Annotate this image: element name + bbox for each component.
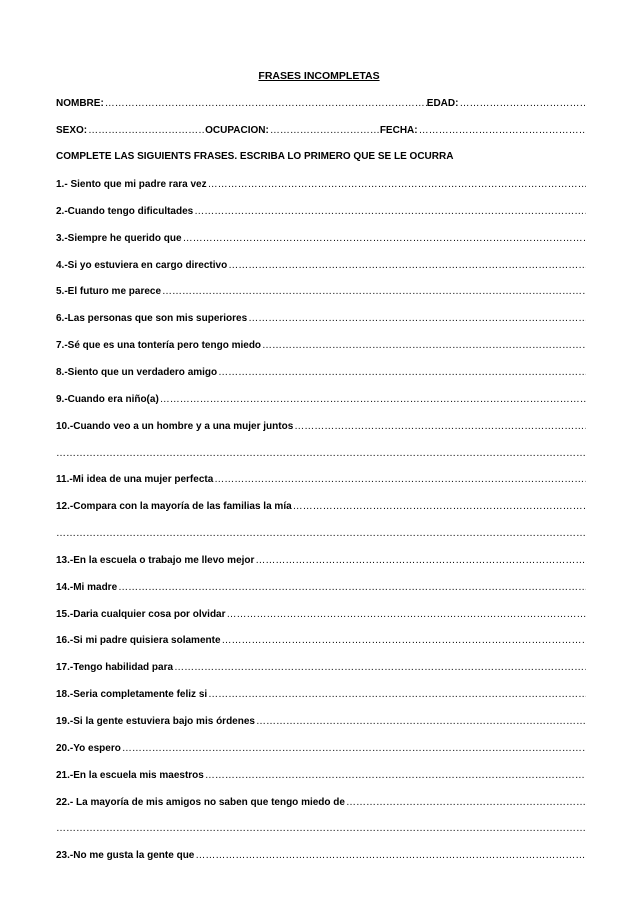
sentence-line [56, 420, 586, 434]
answer-field[interactable] [160, 393, 586, 407]
sentence-line [56, 339, 586, 353]
answer-field[interactable] [208, 178, 586, 192]
edad-field[interactable] [459, 97, 586, 111]
answer-field[interactable] [227, 608, 586, 622]
sentence-line [56, 769, 586, 783]
answer-field[interactable] [255, 554, 586, 568]
edad-label: EDAD: [426, 98, 459, 109]
sentence-prompt: 6.-Las personas que son mis superiores [56, 313, 248, 324]
answer-field[interactable] [293, 500, 586, 514]
sentence-line [56, 796, 586, 810]
answer-field[interactable] [56, 527, 586, 541]
page-title: FRASES INCOMPLETAS [258, 70, 380, 82]
sentence-prompt: 14.-Mi madre [56, 582, 118, 593]
sentence-prompt: 4.-Si yo estuviera en cargo directivo [56, 260, 228, 271]
answer-field[interactable] [162, 285, 586, 299]
continuation-line [56, 447, 586, 461]
sentence-prompt: 16.-Si mi padre quisiera solamente [56, 635, 221, 646]
nombre-field[interactable] [105, 97, 427, 111]
sentence-line [56, 554, 586, 568]
answer-field[interactable] [228, 259, 586, 273]
sentence-prompt: 19.-Si la gente estuviera bajo mis órdenes [56, 716, 255, 727]
sexo-field[interactable] [88, 124, 205, 138]
sentence-line [56, 688, 586, 702]
continuation-line [56, 527, 586, 541]
answer-field[interactable] [256, 715, 586, 729]
answer-field[interactable] [56, 822, 586, 836]
nombre-edad-line [56, 97, 586, 111]
sentence-line [56, 205, 586, 219]
answer-field[interactable] [183, 232, 586, 246]
instruction-text: COMPLETE LAS SIGUIENTS FRASES. ESCRIBA LO PRIMERO QUE SE LE OCURRA [56, 151, 454, 162]
answer-field[interactable] [56, 447, 586, 461]
sentence-line [56, 178, 586, 192]
sentence-line [56, 715, 586, 729]
sentence-line [56, 581, 586, 595]
sentence-prompt: 13.-En la escuela o trabajo me llevo mejor [56, 555, 255, 566]
sentence-prompt: 5.-El futuro me parece [56, 286, 162, 297]
sentence-prompt: 7.-Sé que es una tontería pero tengo miedo [56, 340, 262, 351]
sentence-line [56, 259, 586, 273]
sentence-prompt: 18.-Seria completamente feliz si [56, 689, 208, 700]
answer-field[interactable] [174, 661, 586, 675]
ocupacion-field[interactable] [270, 124, 380, 138]
sentence-prompt: 22.- La mayoría de mis amigos no saben que tengo miedo de [56, 797, 345, 808]
sentence-line [56, 849, 586, 863]
answer-field[interactable] [248, 312, 586, 326]
sentence-line [56, 393, 586, 407]
sentence-line [56, 366, 586, 380]
fecha-field[interactable] [419, 124, 586, 138]
sentence-line [56, 312, 586, 326]
answer-field[interactable] [218, 366, 586, 380]
answer-field[interactable] [346, 796, 586, 810]
answer-field[interactable] [195, 849, 586, 863]
ocupacion-label: OCUPACION: [205, 125, 269, 136]
answer-field[interactable] [122, 742, 586, 756]
sexo-label: SEXO: [56, 125, 88, 136]
answer-field[interactable] [262, 339, 586, 353]
sentence-prompt: 11.-Mi idea de una mujer perfecta [56, 474, 214, 485]
sexo-ocupacion-fecha-line [56, 124, 586, 138]
answer-field[interactable] [118, 581, 586, 595]
sentence-line [56, 473, 586, 487]
sentence-prompt: 8.-Siento que un verdadero amigo [56, 367, 218, 378]
sentence-prompt: 20.-Yo espero [56, 743, 121, 754]
answer-field[interactable] [294, 420, 586, 434]
answer-field[interactable] [214, 473, 586, 487]
sentence-prompt: 15.-Daria cualquier cosa por olvidar [56, 609, 226, 620]
sentence-prompt: 21.-En la escuela mis maestros [56, 770, 204, 781]
nombre-label: NOMBRE: [56, 98, 104, 109]
sentence-prompt: 9.-Cuando era niño(a) [56, 394, 159, 405]
fecha-label: FECHA: [379, 125, 418, 136]
answer-field[interactable] [205, 769, 586, 783]
sentence-line [56, 232, 586, 246]
sentence-line [56, 285, 586, 299]
answer-field[interactable] [194, 205, 586, 219]
sentence-line [56, 742, 586, 756]
sentence-line [56, 500, 586, 514]
sentence-prompt: 2.-Cuando tengo dificultades [56, 206, 194, 217]
sentence-prompt: 3.-Siempre he querido que [56, 233, 182, 244]
answer-field[interactable] [222, 634, 586, 648]
continuation-line [56, 822, 586, 836]
sentence-prompt: 23.-No me gusta la gente que [56, 850, 195, 861]
answer-field[interactable] [208, 688, 586, 702]
sentence-line [56, 608, 586, 622]
sentence-prompt: 1.- Siento que mi padre rara vez [56, 179, 207, 190]
sentence-prompt: 17.-Tengo habilidad para [56, 662, 174, 673]
sentence-line [56, 661, 586, 675]
sentence-prompt: 12.-Compara con la mayoría de las familias la mía [56, 501, 292, 512]
sentence-prompt: 10.-Cuando veo a un hombre y a una mujer juntos [56, 421, 294, 432]
sentence-line [56, 634, 586, 648]
